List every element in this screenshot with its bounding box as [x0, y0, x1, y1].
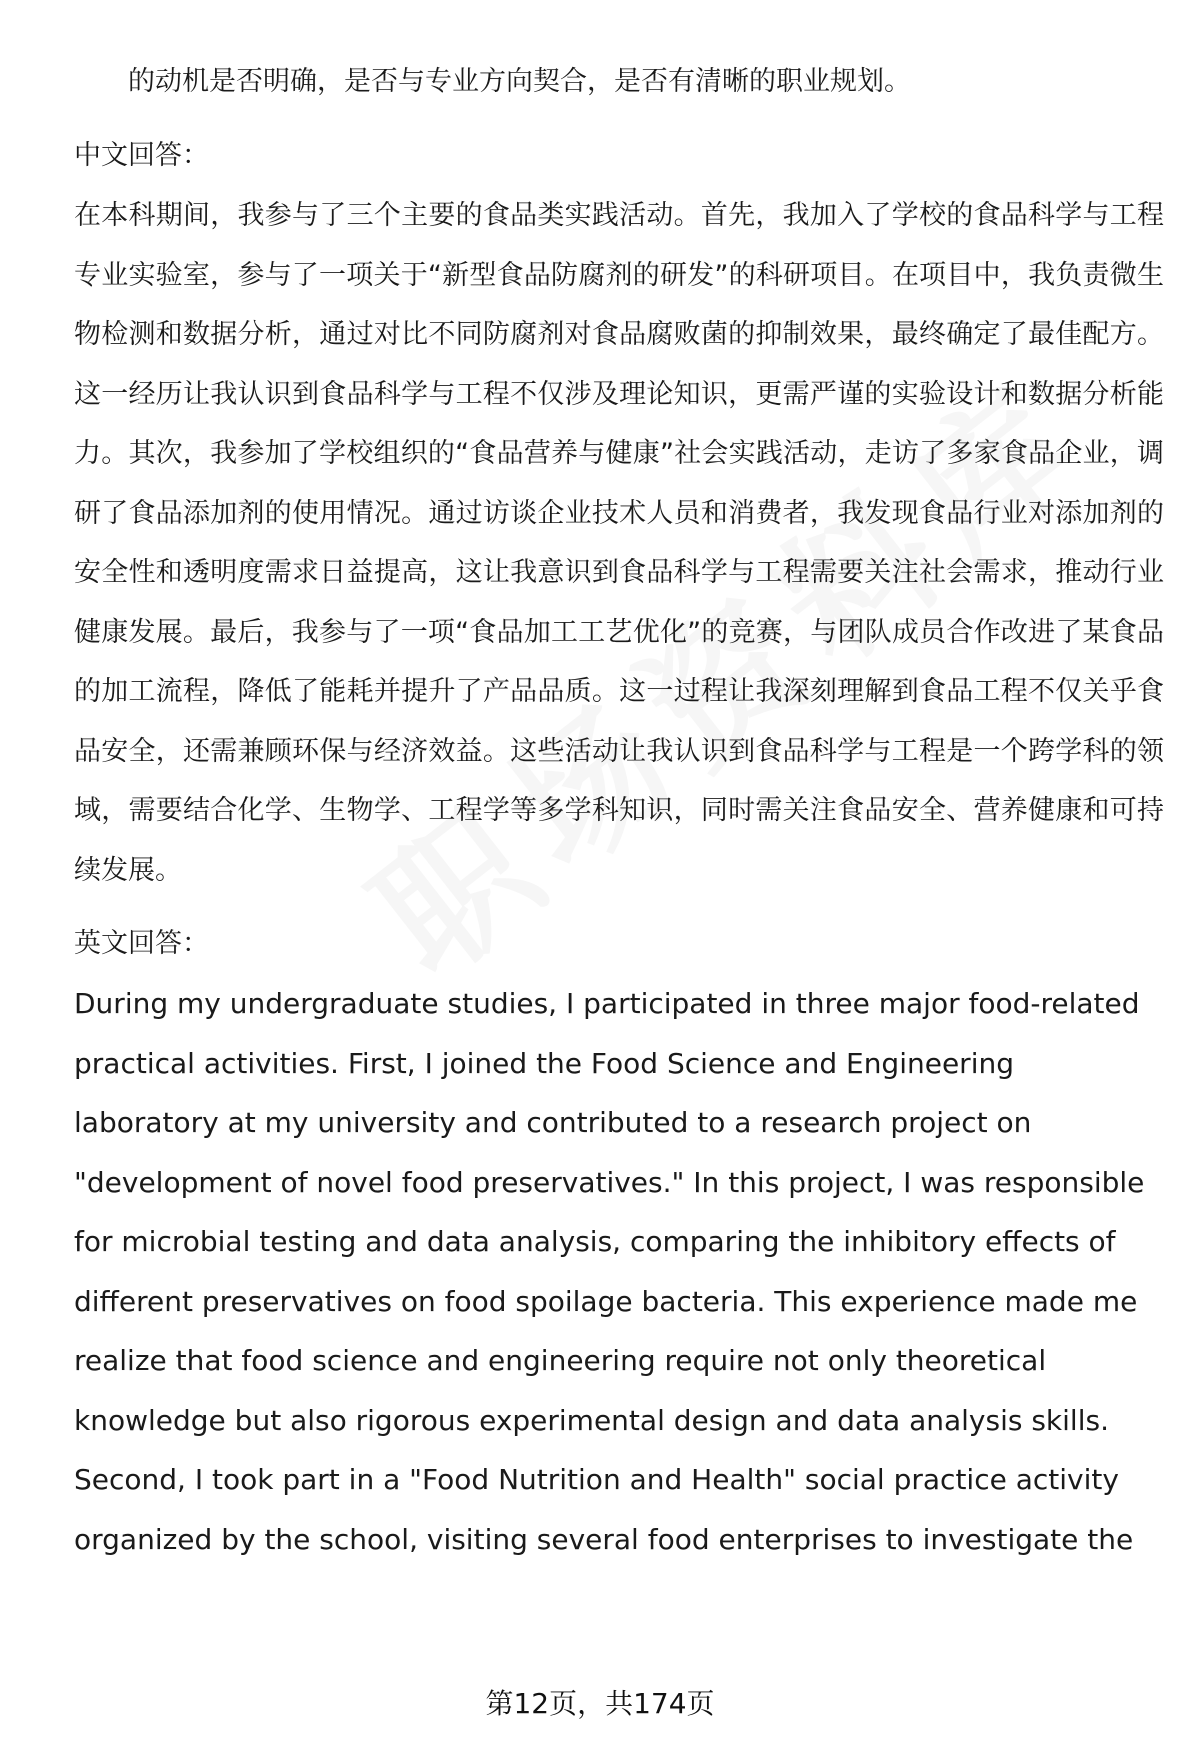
english-answer-paragraph: During my undergraduate studies, I participated in three major food-related practical activities. First, I joined the Food Science and Engineering laboratory at my university and contributed to a research project on "development of novel food preservatives." In this project, I was responsible for microbial testing and data analysis, comparing the inhibitory effects of different preservatives on food spoilage bacteria. This experience made me realize that food science and engineering require not only theoretical knowledge but also rigorous experimental design and data analysis skills. Second, I took part in a "Food Nutrition and Health" social practice activity organized by the school, visiting several food enterprises to investigate the	[74, 987, 1145, 1556]
english-answer-label: 英文回答：	[74, 928, 209, 959]
chinese-answer-label: 中文回答：	[74, 140, 209, 171]
continuation-text: 的动机是否明确，是否与专业方向契合，是否有清晰的职业规划。	[128, 66, 911, 97]
chinese-answer-paragraph: 在本科期间，我参与了三个主要的食品类实践活动。首先，我加入了学校的食品科学与工程专业实验室，参与了一项关于“新型食品防腐剂的研发”的科研项目。在项目中，我负责微生物检测和数据分析，通过对比不同防腐剂对食品腐败菌的抑制效果，最终确定了最佳配方。这一经历让我认识到食品科学与工程不仅涉及理论知识，更需严谨的实验设计和数据分析能力。其次，我参加了学校组织的“食品营养与健康”社会实践活动，走访了多家食品企业，调研了食品添加剂的使用情况。通过访谈企业技术人员和消费者，我发现食品行业对添加剂的安全性和透明度需求日益提高，这让我意识到食品科学与工程需要关注社会需求，推动行业健康发展。最后，我参与了一项“食品加工工艺优化”的竞赛，与团队成员合作改进了某食品的加工流程，降低了能耗并提升了产品品质。这一过程让我深刻理解到食品工程不仅关乎食品安全，还需兼顾环保与经济效益。这些活动让我认识到食品科学与工程是一个跨学科的领域，需要结合化学、生物学、工程学等多学科知识，同时需关注食品安全、营养健康和可持续发展。	[74, 200, 1164, 886]
document-page	[74, 52, 1164, 1569]
page-number: 第12页，共174页	[485, 1687, 715, 1720]
